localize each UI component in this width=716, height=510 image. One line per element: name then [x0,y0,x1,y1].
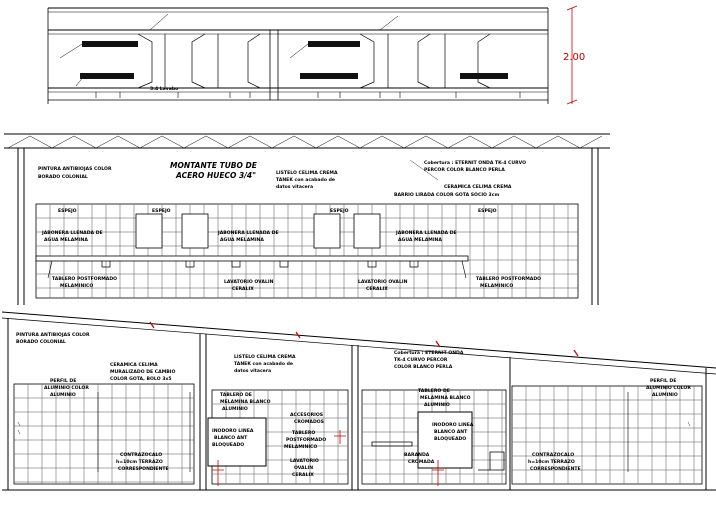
wall-tile-note-1: CERAMICA CELIMA CREMA [444,185,512,190]
counter-note-2a: TABLERO POSTFORMADO [476,277,542,282]
toilet-note2-2: BLANCO ANT [434,430,468,435]
baseboard-note-4: CONTRAZOCALO [532,453,575,458]
soap-note-3b: AGUA MELAMINA [398,238,442,243]
roof-note2-3: COLOR BLANCO PERLA [394,365,453,370]
rail-note-6: ALUMINIO [652,393,678,398]
accessory-note-1: ACCESORIOS [290,413,324,418]
elevation-2 [2,312,716,490]
mirror-label-4: ESPEJO [478,209,497,214]
sink-note-1b: CERALIX [232,287,254,292]
counter-note-1b: MELAMINICO [60,284,94,289]
toilet-note-2: BLANCO ANT [214,436,248,441]
tile-note-1: CERAMICA CELIMA [110,363,158,368]
board-note-3: MELAMINICO [284,445,318,450]
dispenser-note-3: ALUMINIO [222,407,248,412]
roof-note-1: Cobertura : ETERNIT ONDA TK-4 CURVO [424,161,527,166]
accessory-note-2: CROMADOS [294,420,324,425]
toilet-note-3: BLOQUEADO [212,443,245,448]
post-note-1: MONTANTE TUBO DE [170,161,257,170]
plan-label: 3.4 Lavabo [150,87,179,92]
rail-note-4: PERFIL DE [650,379,677,384]
soap-note-1a: JABONERA LLENADA DE [42,231,103,236]
rail-note-1: PERFIL DE [50,379,77,384]
toilet-note-1: INODORO LINEA [212,429,254,434]
sink-note2-2: OVALIN [294,466,314,471]
sink-note2-3: CERALIX [292,473,314,478]
dispenser-note-2: MELAMINA BLANCO [220,400,271,405]
urinal-note-2: CROMADA [408,460,435,465]
wall-tile-note-2: BARRIO LIRADA COLOR GOTA SOCIO 3cm [394,193,500,198]
paint-note2-1: PINTURA ANTIBIOJAS COLOR [16,333,90,338]
cloth-note2-3: datos vitacera [234,369,272,374]
roof-note2-2: TK-4 CURVO PERCOR [394,358,448,363]
toilet-note2-3: BLOQUEADO [434,437,467,442]
height-dimension: 2.00 [563,52,586,63]
sink-note-1a: LAVATORIO OVALIN [224,280,274,285]
soap-note-3a: JABONERA LLENADA DE [396,231,457,236]
dispenser-note-1: TABLERO DE [220,393,252,398]
soap-note-1b: AGUA MELAMINA [44,238,88,243]
soap-note-2b: AGUA MELAMINA [220,238,264,243]
board-note-2: POSTFORMADO [286,438,327,443]
door-note-2: MELAMINA BLANCO [420,396,471,401]
counter-note-2b: MELAMINICO [480,284,514,289]
tile-note-3: COLOR GOTA, BOLO 3x5 [110,377,172,382]
roof-note2-1: Cobertura : ETERNIT ONDA [394,351,464,356]
baseboard-note-3: CORRESPONDIENTE [118,467,169,472]
toilet-note2-1: INODORO LINEA [432,423,474,428]
sink-note-2a: LAVATORIO OVALIN [358,280,408,285]
door-note-3: ALUMINIO [424,403,450,408]
mirror-label-2: ESPEJO [152,209,171,214]
roof-note-2: PERCOR COLOR BLANCO PERLA [424,168,505,173]
elevation-1 [4,134,610,305]
rail-note-3: ALUMINIO [50,393,76,398]
baseboard-note-1: CONTRAZOCALO [120,453,163,458]
cloth-note-1: LISTELO CELIMA CREMA [276,171,338,176]
paint-note-2: BORADO COLONIAL [38,175,88,180]
top-plan-view [48,6,585,104]
rail-note-5: ALUMINIO COLOR [646,386,691,391]
sink-note2-1: LAVATORIO [290,459,319,464]
urinal-note-1: BARANDA [404,453,430,458]
cloth-note2-1: LISTELO CELIMA CREMA [234,355,296,360]
paint-note2-2: BORADO COLONIAL [16,340,66,345]
door-note-1: TABLERO DE [418,389,450,394]
paint-note-1: PINTURA ANTIBIOJAS COLOR [38,167,112,172]
baseboard-note-6: CORRESPONDIENTE [530,467,581,472]
baseboard-note-5: h=10cm TERRAZO [528,460,575,465]
post-note-2: ACERO HUECO 3/4" [176,171,257,180]
mirror-label-1: ESPEJO [58,209,77,214]
baseboard-note-2: h=10cm TERRAZO [116,460,163,465]
tile-note-2: MURALIZADO DE CAMBIO [110,370,176,375]
cloth-note-2: TANEK con acabado de [276,178,335,183]
mirror-label-3: ESPEJO [330,209,349,214]
board-note-1: TABLERO [292,431,316,436]
cloth-note2-2: TANEK con acabado de [234,362,293,367]
counter-note-1a: TABLERO POSTFORMADO [52,277,118,282]
soap-note-2a: JABONERA LLENADA DE [218,231,279,236]
sink-note-2b: CERALIX [366,287,388,292]
rail-note-2: ALUMINIO COLOR [44,386,89,391]
cloth-note-3: datos vitacera [276,185,314,190]
